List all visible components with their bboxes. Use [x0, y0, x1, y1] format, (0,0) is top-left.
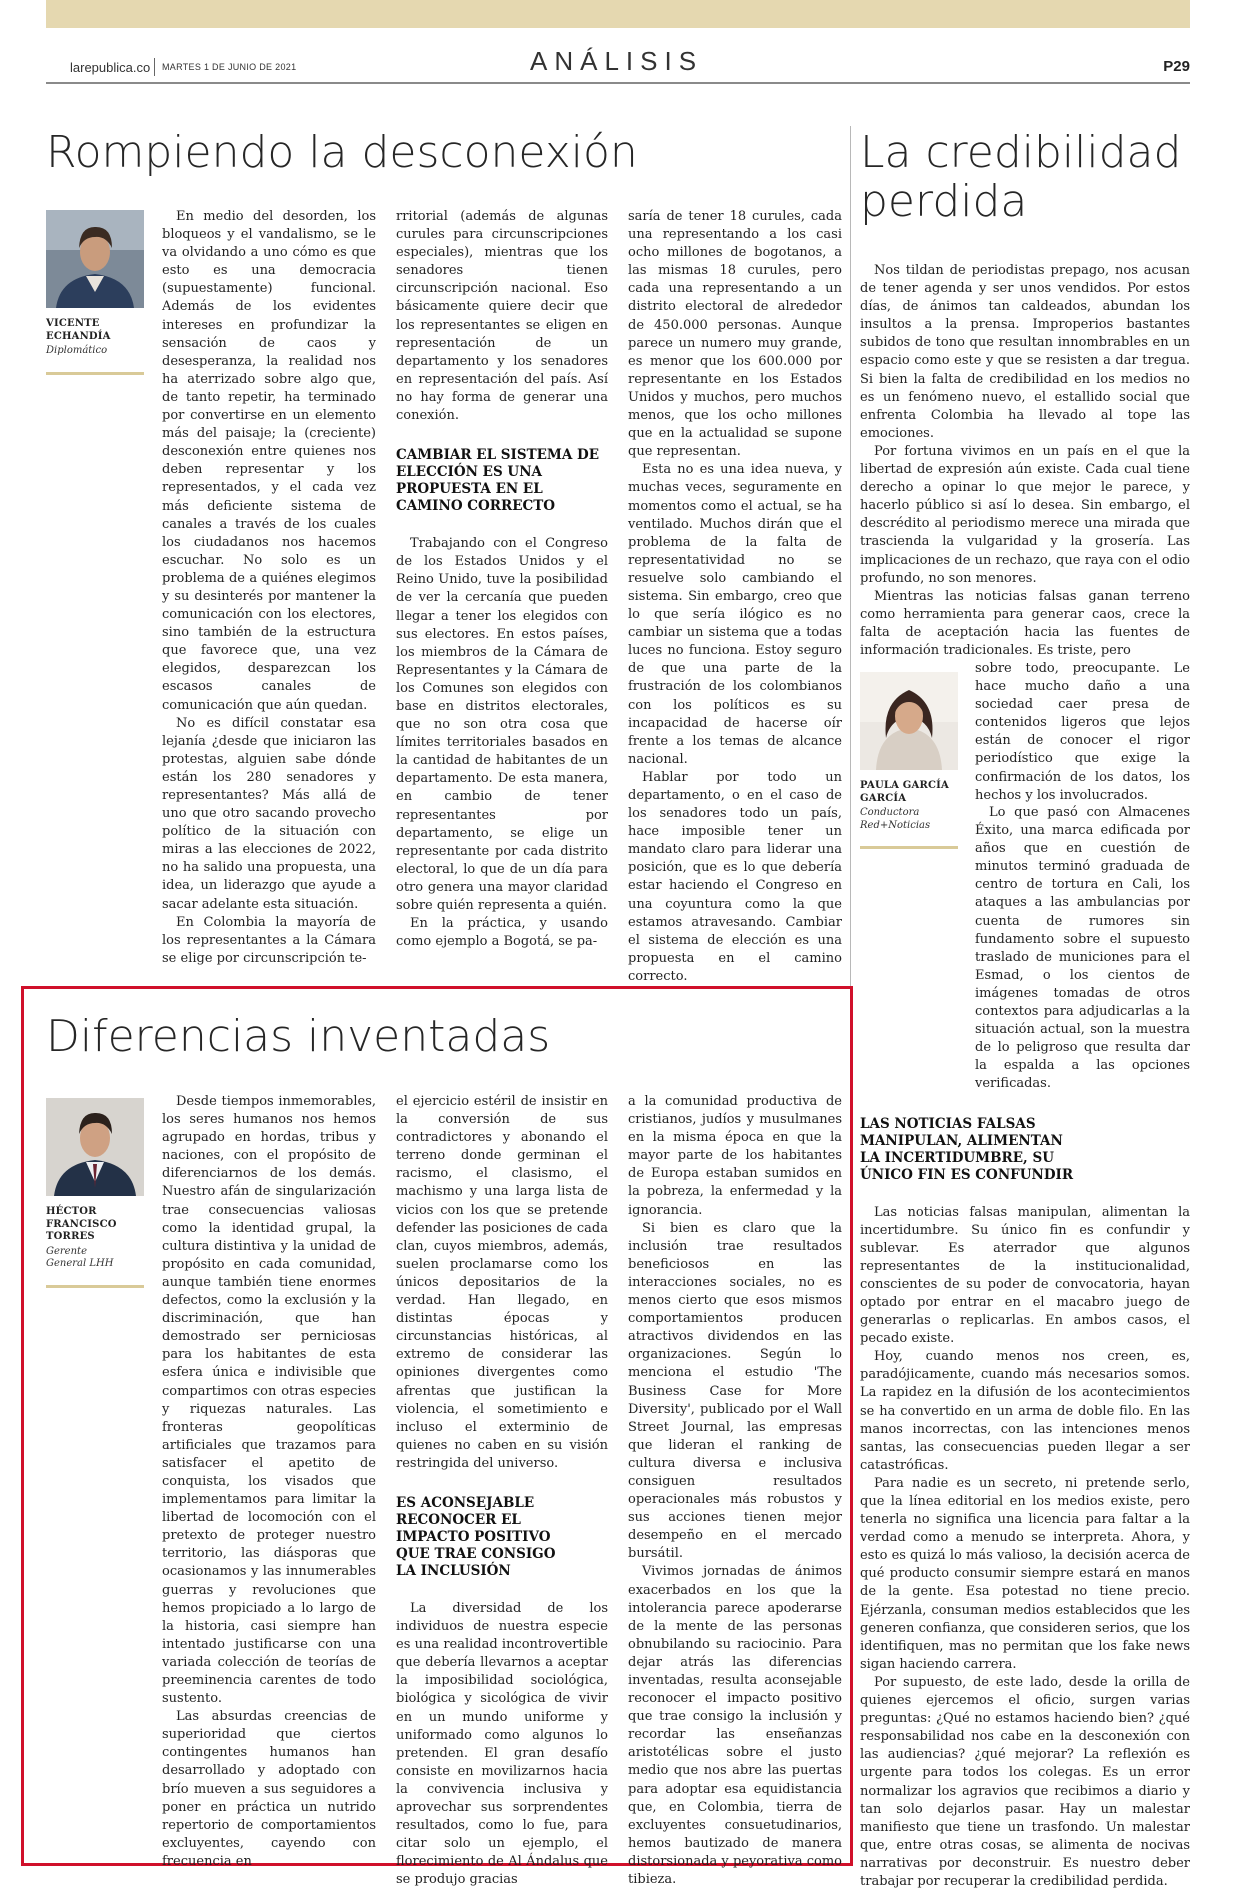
paragraph: Las absurdas creencias de superioridad que ciertos contingentes humanos han desarrollado y adoptado con brío mueven a sus seguidores a poner en práctica un nutrido repertorio de comportamientos excluyentes, cayendo con frecuencia en: [162, 1709, 376, 1869]
page-number: P29: [1163, 58, 1190, 75]
paragraph: En medio del desorden, los bloqueos y el vandalismo, se le va olvidando a uno cómo es que esto es una democracia (supuestamente) funcional. Además de los evidentes intereses en profundizar la sensación de caos y desesperanza, la realidad nos ha aterrizado sobre algo que, de tanto repetir, ha terminado por convertirse en un elemento más del paisaje; la (creciente) desconexión entre quienes nos deben representar y los representados, y el cada vez más deficiente sistema de canales a través de los cuales los ciudadanos nos hacemos escuchar. No solo es un problema de a quiénes elegimos y su desinterés por mantener la comunicación con los electores, sino también de la estructura que favorece que, una vez elegidos, desparezcan los escasos canales de comunicación que aún quedan.: [162, 209, 376, 713]
paragraph: Si bien es claro que la inclusión trae resultados beneficiosos en las interacciones sociales, no es menos cierto que esos mismos comportamientos producen atractivos dividendos en las organizaciones. Según lo menciona el estudio 'The Business Case for More Diversity', publicado por el Wall Street Journal, las empresas que lideran el ranking de cultura diversa e inclusiva consiguen resultados operacionales más robustos y sus acciones tienen mejor desempeño en el mercado bursátil.: [628, 1220, 842, 1562]
article-column: [396, 1093, 608, 1889]
paragraph: La diversidad de los individuos de nuestra especie es una realidad incontrovertible que debería llevarnos a aceptar la imposibilidad sociológica, biológica y sicológica de vivir en un mundo uniforme y uniformado como algunos lo pretenden. El gran desafío consiste en movilizarnos hacia la convivencia inclusiva y aprovechar sus sorprendentes resultados, como lo fue, para citar solo un ejemplo, el florecimiento de Al Ándalus que se produjo gracias: [396, 1600, 608, 1888]
paragraph: No es difícil constatar esa lejanía ¿desde que iniciaron las protestas, alguien sabe dónde están los 280 senadores y representantes? Más allá de uno que otro sacando provecho político de la situación con miras a las elecciones de 2022, no ha salido una propuesta, una idea, un liderazgo que ayude a sacar adelante esta situación.: [162, 715, 376, 912]
article-subhead: ES ACONSEJABLE RECONOCER EL IMPACTO POSITIVO QUE TRAE CONSIGO LA INCLUSIÓN: [396, 1494, 556, 1579]
masthead-divider: [154, 58, 155, 76]
paragraph: rritorial (además de algunas curules para circunscripciones especiales), mientras que los senadores tienen circunscripción nacional. Eso básicamente quiere decir que los representantes se eligen en representación de un departamento y los senadores en representación del país. Así no hay forma de generar una conexión.: [396, 209, 608, 424]
paragraph: saría de tener 18 curules, cada una representando a los casi ocho millones de bogotanos, a las mismas 18 curules, pero cada una representando a un distrito electoral de alrededor de 450.000 personas. Aunque parece un numero muy grande, es menor que los 600.000 por representante en los Estados Unidos y muchos, pero muchos menos, que los ocho millones que en la actualidad se supone que representan.: [628, 209, 842, 460]
top-color-band: [46, 0, 1190, 28]
article-headline: Diferencias inventadas: [46, 1011, 551, 1062]
author-name: PAULA GARCÍA GARCÍA: [860, 780, 949, 804]
site-name[interactable]: larepublica.co: [70, 60, 151, 75]
author-photo: [860, 672, 958, 770]
article-column: [975, 660, 1190, 805]
author-name: VICENTE ECHANDÍA: [46, 318, 111, 342]
paragraph: Esta no es una idea nueva, y muchas veces, seguramente en momentos como el actual, se ha ventilado. Muchos dirán que el problema de la falta de representatividad no se resuelve solo cambiando el sistema. Sin embargo, creo que lo que sería ilógico es no cambiar un sistema que a todas luces no funciona. Estoy seguro de que una parte de la frustración de los colombianos con los políticos es su incapacidad de hacerse oír frente a los temas de alcance nacional.: [628, 462, 842, 767]
paragraph: En la práctica, y usando como ejemplo a Bogotá, se pa-: [396, 916, 608, 950]
paragraph: Vivimos jornadas de ánimos exacerbados en los que la intolerancia parece apoderarse de la mente de las personas obnubilando su raciocinio. Para dejar atrás las diferencias inventadas, resulta aconsejable reconocer el impacto positivo que trae consigo la inclusión y recordar las enseñanzas aristotélicas sobre el justo medio que nos abre las puertas para adoptar esa equidistancia que, en Colombia, tierra de excluyentes consuetudinarios, hemos bautizado de manera distorsionada y peyorativa como tibieza.: [628, 1564, 842, 1888]
issue-date: MARTES 1 DE JUNIO DE 2021: [162, 62, 297, 72]
article-headline: La credibilidad perdida: [860, 127, 1182, 228]
author-rule: [46, 372, 144, 375]
paragraph: Desde tiempos inmemorables, los seres humanos nos hemos agrupado en hordas, tribus y naciones, con el propósito de diferenciarnos de los demás. Nuestro afán de singularización trae consecuencias valiosas como la identidad grupal, la cultura distintiva y la unidad de propósito en cada comunidad, aunque también tiene enormes defectos, como la exclusión y la discriminación, que han demostrado ser perniciosas para los habitantes de esta esfera única e indivisible que compartimos con otras especies y riquezas naturales. Las fronteras geopolíticas artificiales que trazamos para satisfacer el apetito de conquista, los visados que implementamos para limitar la libertad de locomoción con el pretexto de proteger nuestro territorio, las diásporas que ocasionamos y las innumerables guerras y revoluciones que hemos propiciado a lo largo de la historia, casi siempre han intentado justificarse con una variada colección de teorías de preeminencia carentes de todo sustento.: [162, 1094, 376, 1707]
paragraph: Nos tildan de periodistas prepago, nos acusan de tener agenda y ser unos vendidos. Por estos días, de ánimos tan caldeados, abundan los insultos a la prensa. Improperios bastantes subidos de tono que resultan innombrables en un espacio como este y que se resisten a dar tregua. Si bien la falta de credibilidad en los medios no es un fenómeno nuevo, el estallido social que enfrenta Colombia ha llevado al tope las emociones.: [860, 263, 1190, 441]
paragraph: el ejercicio estéril de insistir en la conversión de sus contradictores y abonando el terreno donde germinan el racismo, el clasismo, el machismo y una larga lista de vicios con los que se pretende defender las posiciones de cada clan, cuyos miembros, además, suelen proclamarse como los únicos depositarios de la verdad. Han llegado, en distintas épocas y circunstancias históricas, al extremo de considerar las opiniones divergentes como afrentas que justifican la violencia, el sometimiento e incluso el exterminio de quienes no caben en su visión restringida del universo.: [396, 1094, 608, 1471]
author-role: Conductora Red+Noticias: [860, 807, 931, 831]
author-name: HÉCTOR FRANCISCO TORRES: [46, 1206, 117, 1242]
paragraph: Hablar por todo un departamento, o en el caso de los senadores todo un país, hace imposible tener un mandato claro para liderar una posición, que es lo que debería estar haciendo el Congreso en una coyuntura como la que estamos atravesando. Cambiar el sistema de elección es una propuesta en el camino correcto.: [628, 769, 842, 984]
paragraph: Hoy, cuando menos nos creen, es, paradójicamente, cuando más necesarios somos. La rapidez en la difusión de los acontecimientos se ha convertido en un arma de doble filo. En las manos incorrectas, con las intenciones menos santas, las consecuencias pueden llegar a ser catastróficas.: [860, 1349, 1190, 1473]
article-column: [860, 804, 1190, 1891]
author-rule: [46, 1285, 144, 1288]
author-role: Diplomático: [46, 345, 108, 356]
author-box: [46, 1098, 144, 1288]
paragraph: Para nadie es un secreto, ni pretende serlo, que la línea editorial en los medios existe, pero tenerla no significa una licencia para faltar a la verdad como a menudo se interpreta. Ahora, y esto es quizá lo más valioso, la decisión acerca de qué producto consumir siempre estará en manos de la gente. Esa potestad no tiene precio. Ejérzanla, consuman medios establecidos que les generen confianza, que consideren serios, que los identifiquen, mas no permitan que los fake news sigan haciendo carrera.: [860, 1475, 1190, 1672]
article-subhead: LAS NOTICIAS FALSAS MANIPULAN, ALIMENTAN LA INCERTIDUMBRE, SU ÚNICO FIN ES CONFUNDIR: [860, 1115, 1074, 1183]
paragraph: a la comunidad productiva de cristianos, judíos y musulmanes en la misma época en que la mayor parte de los habitantes de Europa estaban sumidos en la pobreza, la enfermedad y la ignorancia.: [628, 1094, 842, 1218]
article-column: [628, 1093, 842, 1889]
paragraph: Las noticias falsas manipulan, alimentan la incertidumbre. Su único fin es confundir y sublevar. Es aterrador que algunos representantes de la institucionalidad, conscientes de su poder de convocatoria, hayan optado por entrar en el macabro juego de generarlas o replicarlas. En ambos casos, el pecado existe.: [860, 1204, 1190, 1347]
article-column: [162, 208, 376, 968]
author-photo: [46, 1098, 144, 1196]
author-box: [46, 210, 144, 375]
section-title: ANÁLISIS: [530, 46, 704, 76]
article-column: [628, 208, 842, 986]
paragraph: Por fortuna vivimos en un país en el que la libertad de expresión aún existe. Cada cual tiene derecho a opinar lo que mejor le parece, y hacerlo público si así lo desea. Sin embargo, el descrédito al periodismo merece una mirada que trascienda la vulgaridad y la grosería. Las implicaciones de un rechazo, que raya con el odio profundo, no son menores.: [860, 443, 1190, 586]
article-column: [860, 262, 1190, 660]
author-role: Gerente General LHH: [46, 1245, 114, 1269]
article-column: [162, 1093, 376, 1871]
masthead: [46, 46, 1190, 84]
author-photo: [46, 210, 144, 308]
article-headline: Rompiendo la desconexión: [46, 127, 638, 178]
article-subhead: CAMBIAR EL SISTEMA DE ELECCIÓN ES UNA PROPUESTA EN EL CAMINO CORRECTO: [396, 447, 600, 515]
paragraph: Trabajando con el Congreso de los Estados Unidos y el Reino Unido, tuve la posibilidad de ver la cercanía que pueden llegar a tener los elegidos con sus electores. En estos países, los miembros de la Cámara de Representantes y la Cámara de los Comunes son elegidos con base en distritos electorales, que no son otra cosa que límites territoriales basados en la cantidad de habitantes de un departamento. De esta manera, en cambio de tener representantes por departamento, se elige un representante por cada distrito electoral, lo que de un día para otro genera una mayor claridad sobre quién representa a quién.: [396, 536, 608, 913]
paragraph: Mientras las noticias falsas ganan terreno como herramienta para generar caos, crece la falta de aceptación hacia las fuentes de información tradicionales. Es triste, pero: [860, 588, 1190, 658]
paragraph: Por supuesto, de este lado, desde la orilla de quienes ejercemos el oficio, surgen varias preguntas: ¿Qué no estamos haciendo bien? ¿qué responsabilidad nos cabe en la desconexión con las audiencias? ¿qué mejorar? La reflexión es urgente para todos los colegas. Es un error normalizar los agravios que recibimos a diario y tan solo dejarlos pasar. Hay un malestar manifiesto que tiene un trasfondo. Un malestar que, entre otras cosas, se alimenta de nocivas narrativas por deconstruir. Es nuestro deber trabajar por recuperar la credibilidad perdida.: [860, 1674, 1190, 1889]
paragraph: sobre todo, preocupante. Le hace mucho daño a una sociedad caer presa de contenidos ligeros que lejos están de conocer el rigor periodístico que exige la confirmación de los datos, los hechos y los involucrados.: [975, 661, 1190, 803]
paragraph: Lo que pasó con Almacenes Éxito, una marca edificada por años que en cuestión de minutos terminó graduada de centro de tortura en Cali, los ataques a las ambulancias por cuenta de rumores sin fundamento sobre el supuesto traslado de municiones para el Esmad, o los cientos de imágenes tomadas de otros contextos para adjudicarlas a la situación actual, son la muestra de lo peligroso que resulta dar la espalda a las opciones verificadas.: [975, 805, 1190, 1092]
article-column: [396, 208, 608, 951]
paragraph: En Colombia la mayoría de los representantes a la Cámara se elige por circunscripción te-: [162, 914, 376, 966]
